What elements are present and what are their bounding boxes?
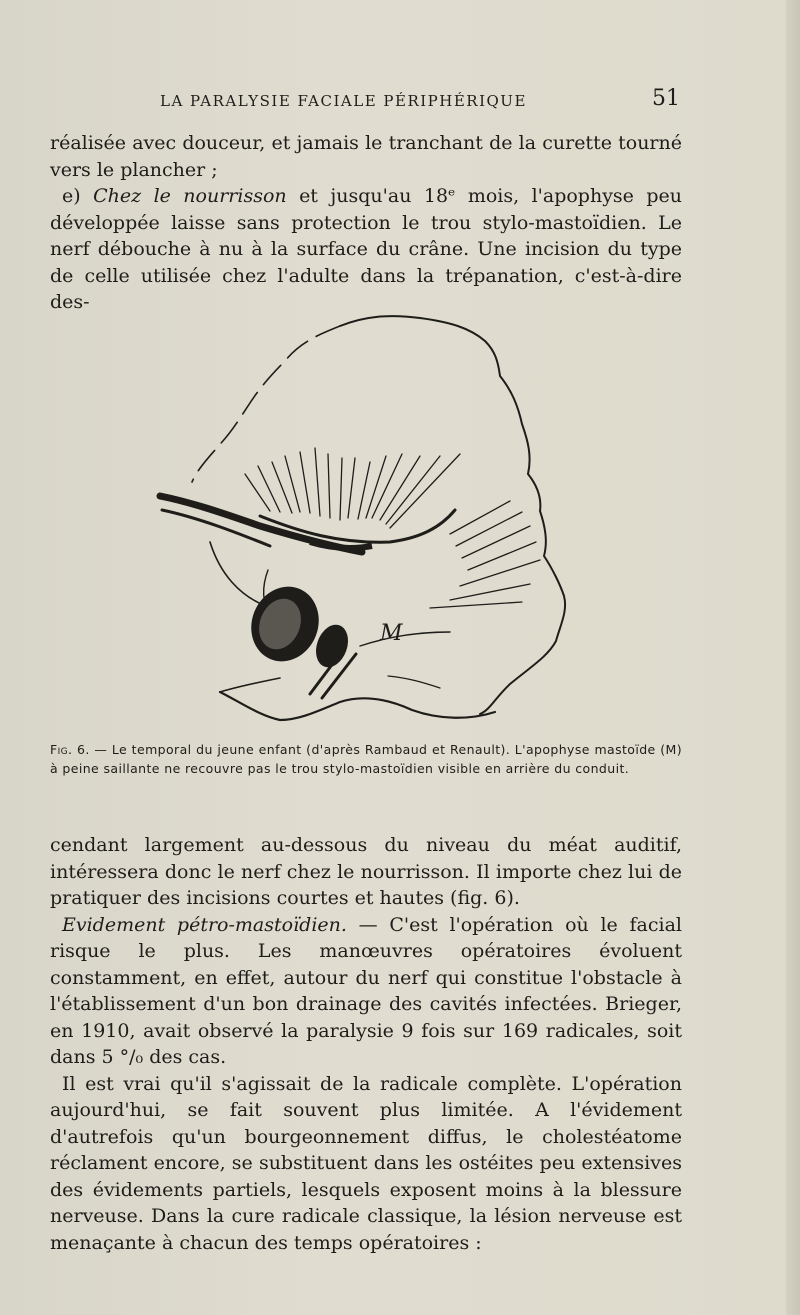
paragraph-4-italic: Evidement pétro-mastoïdien. (62, 913, 347, 936)
figure-caption (50, 741, 682, 778)
running-title: LA PARALYSIE FACIALE PÉRIPHÉRIQUE (160, 92, 527, 110)
page-header (160, 86, 680, 116)
paragraph-2 (50, 183, 682, 316)
page-number: 51 (652, 86, 680, 111)
figure-label-m: M (380, 621, 403, 646)
paragraph-4-rest: — C'est l'opération où le facial risque le plus. Les manœuvres opératoires évoluent constamment, en effet, autour du nerf qui constitue l'obstacle à l'établissement d'un bon drainage des cavités infectées. Brieger, en 1910, avait observé la paralysie 9 fois sur 169 radicales, soit dans 5 °/₀ des cas. (50, 913, 682, 1068)
figure-caption-text: — Le temporal du jeune enfant (d'après Rambaud et Renault). L'apophyse mastoïde (M) à peine saillante ne recouvre pas le trou stylo-mastoïdien visible en arrière du conduit. (50, 742, 682, 776)
paragraph-2-label: e) (62, 185, 81, 207)
figure-caption-label: Fig. 6. (50, 742, 90, 757)
paragraph-1: réalisée avec douceur, et jamais le tranchant de la curette tourné vers le plancher ; (50, 132, 682, 181)
paragraph-2-rest: et jusqu'au 18ᵉ mois, l'apophyse peu développée laisse sans protection le trou stylo-mastoïdien. Le nerf débouche à nu à la surface du crâne. Une incision du type de celle utilisée chez l'adulte dans la trépanation, c'est-à-dire des- (50, 185, 682, 313)
paragraph-3: cendant largement au-dessous du niveau du méat auditif, intéressera donc le nerf chez le nourrisson. Il importe chez lui de pratiquer des incisions courtes et hautes (fig. 6). (50, 834, 682, 909)
paragraph-5: Il est vrai qu'il s'agissait de la radicale complète. L'opération aujourd'hui, se fait souvent plus limitée. A l'évidement d'autrefois qu'un bourgeonnement diffus, le cholestéatome réclament encore, se substituent dans les ostéites peu extensives des évidements partiels, lesquels exposent moins à la blessure nerveuse. Dans la cure radicale classique, la lésion nerveuse est menaçante à chacun des temps opératoires : (50, 1072, 682, 1254)
page-edge-shadow (786, 0, 800, 1315)
text-block-top (50, 130, 682, 316)
text-block-bottom (50, 832, 682, 1256)
paragraph-4 (50, 912, 682, 1071)
figure-temporal-bone-illustration (150, 306, 640, 732)
paragraph-2-italic: Chez le nourrisson (93, 185, 287, 207)
